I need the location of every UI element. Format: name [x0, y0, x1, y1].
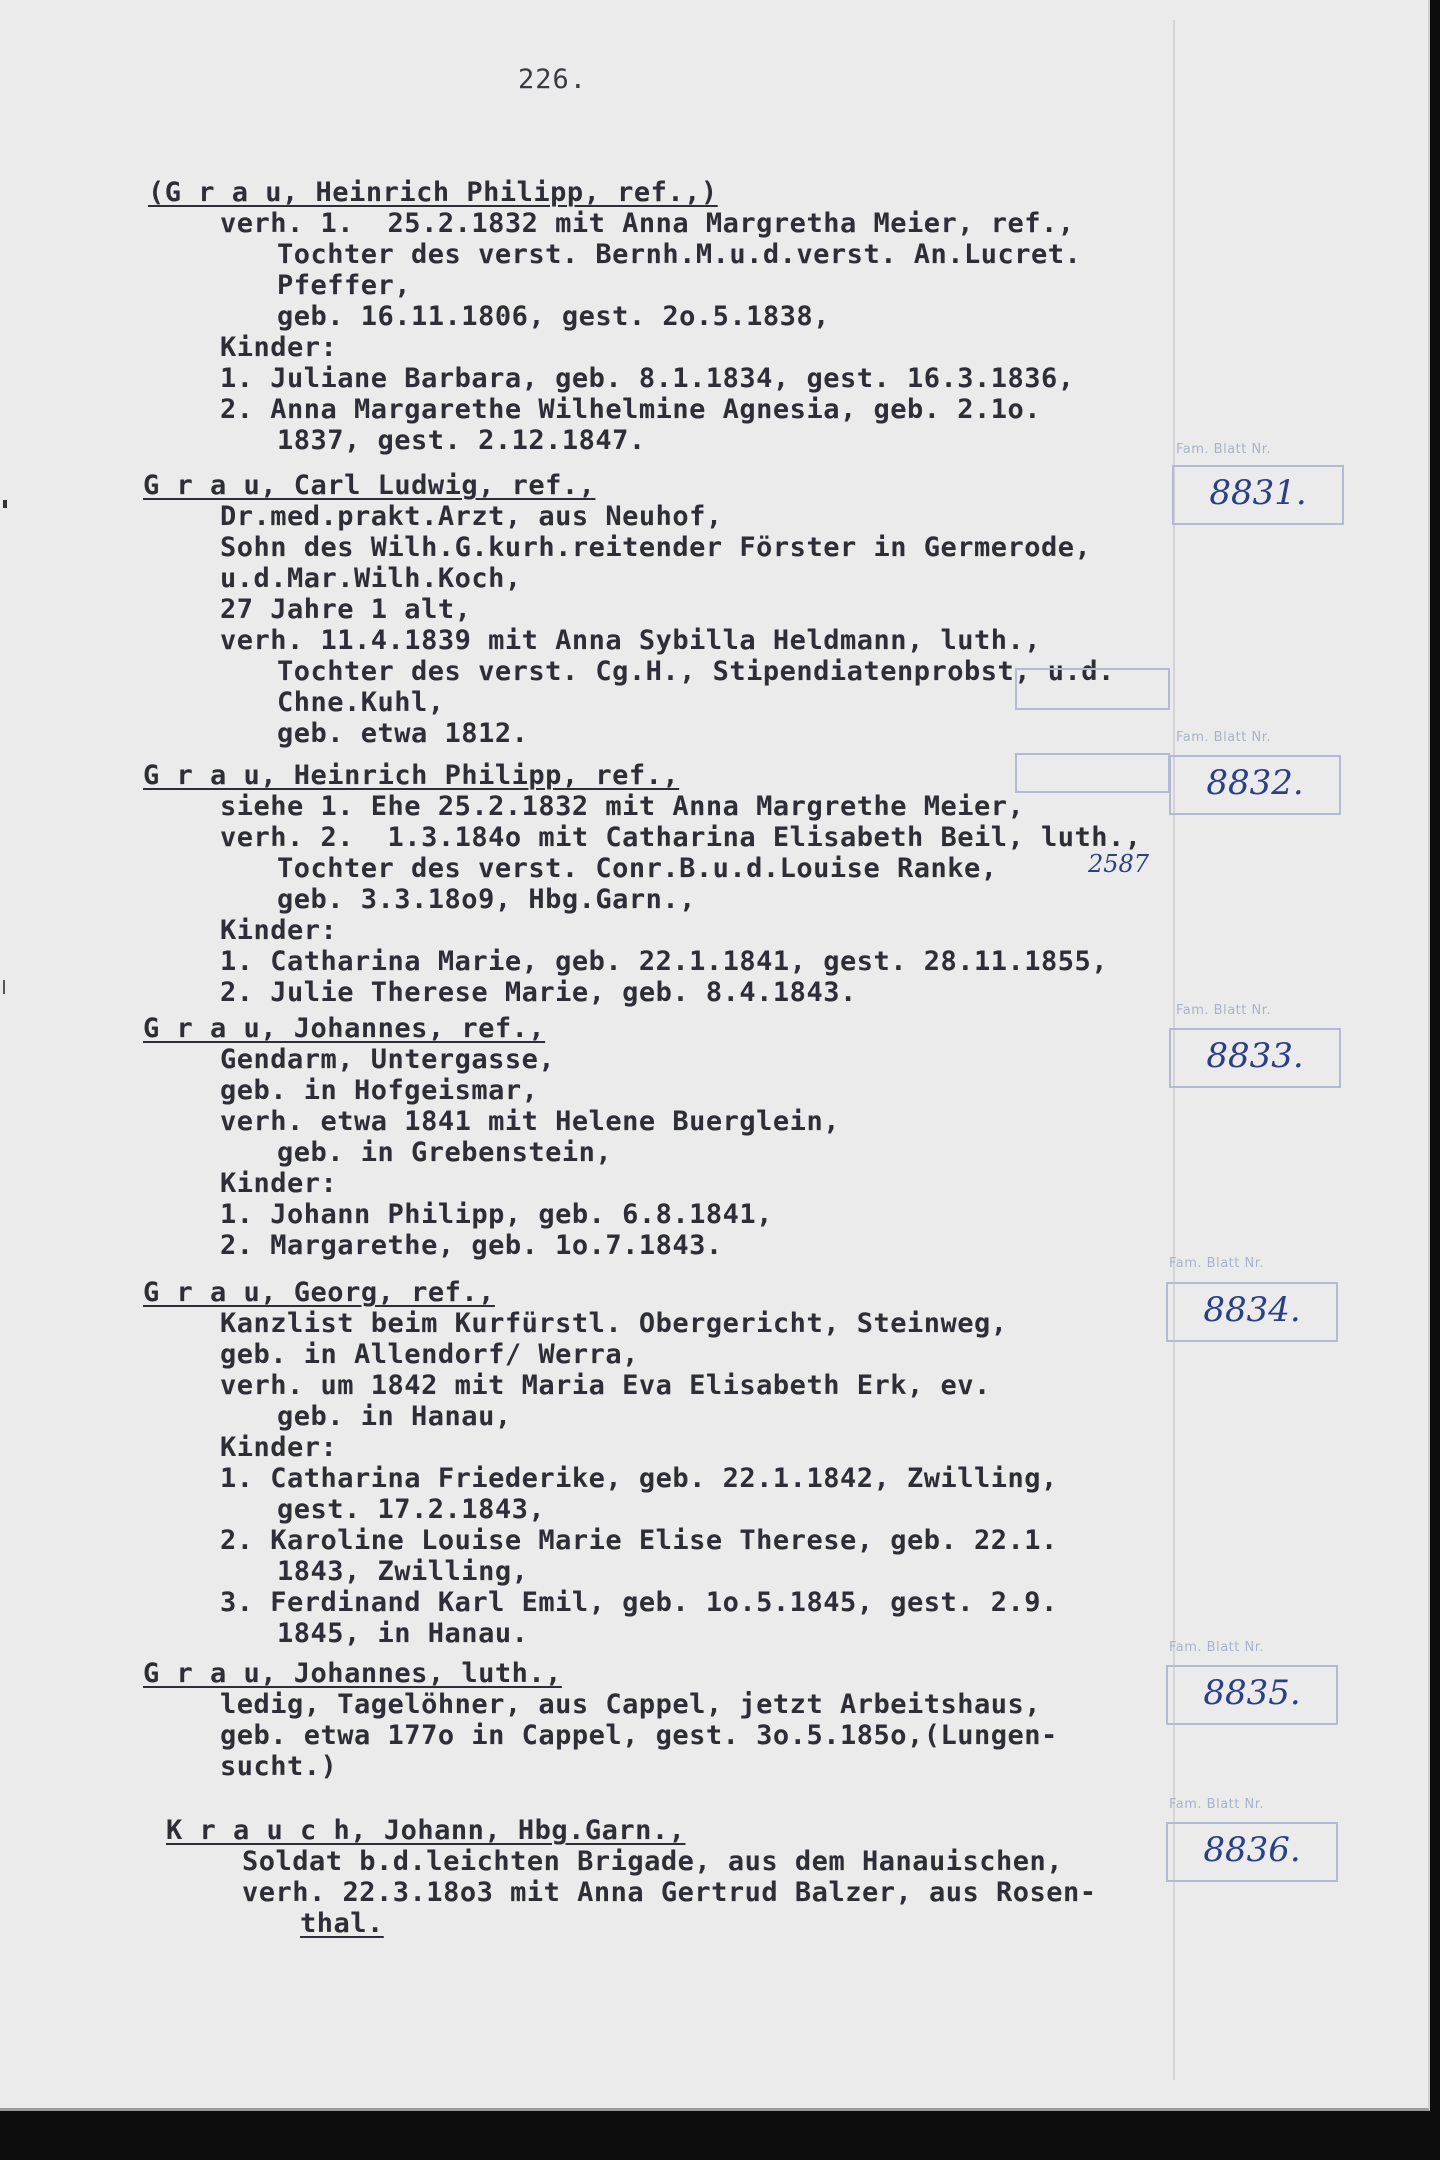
family-sheet-number: 8834. [1203, 1290, 1301, 1330]
stamp-box-outline [1015, 753, 1170, 793]
entry-line: Tochter des verst. Cg.H., Stipendiatenprobst, u.d. [277, 656, 1115, 687]
family-sheet-label: Fam. Blatt Nr. [1176, 442, 1272, 457]
family-sheet-label: Fam. Blatt Nr. [1169, 1797, 1265, 1812]
entry-line: geb. etwa 1812. [277, 718, 529, 749]
page-number: 226. [518, 64, 588, 95]
entry-line: Kinder: [220, 1168, 338, 1199]
family-sheet-label: Fam. Blatt Nr. [1169, 1256, 1265, 1271]
entry-line: Kinder: [220, 915, 338, 946]
entry-line: 27 Jahre 1 alt, [220, 594, 472, 625]
entry-line: verh. um 1842 mit Maria Eva Elisabeth Erk, ev. [220, 1370, 991, 1401]
family-sheet-label: Fam. Blatt Nr. [1169, 1640, 1265, 1655]
family-sheet-number: 8833. [1206, 1036, 1304, 1076]
family-sheet-number-box [1166, 1822, 1338, 1882]
entry-line: 1. Catharina Friederike, geb. 22.1.1842, Zwilling, [220, 1463, 1058, 1494]
entry-line: 1845, in Hanau. [277, 1618, 529, 1649]
entry-heading: (G r a u, Heinrich Philipp, ref.,) [148, 177, 718, 208]
entry-line: Gendarm, Untergasse, [220, 1044, 556, 1075]
entry-line: Dr.med.prakt.Arzt, aus Neuhof, [220, 501, 723, 532]
entry-line: gest. 17.2.1843, [277, 1494, 546, 1525]
entry-line: Kinder: [220, 332, 338, 363]
entry-line: 2. Karoline Louise Marie Elise Therese, geb. 22.1. [220, 1525, 1058, 1556]
entry-line: 1837, gest. 2.12.1847. [277, 425, 646, 456]
family-sheet-number: 8835. [1203, 1673, 1301, 1713]
entry-line: Kinder: [220, 1432, 338, 1463]
family-sheet-label: Fam. Blatt Nr. [1176, 730, 1272, 745]
binding-mark [3, 500, 7, 508]
entry-line: verh. 2. 1.3.184o mit Catharina Elisabeth Beil, luth., [220, 822, 1142, 853]
stamp-box-outline [1015, 668, 1170, 710]
entry-heading: G r a u, Heinrich Philipp, ref., [143, 760, 680, 791]
entry-line: sucht.) [220, 1751, 338, 1782]
entry-line: geb. 3.3.18o9, Hbg.Garn., [277, 884, 696, 915]
entry-line: 1. Johann Philipp, geb. 6.8.1841, [220, 1199, 773, 1230]
entry-line: 2. Anna Margarethe Wilhelmine Agnesia, geb. 2.1o. [220, 394, 1042, 425]
entry-line: ledig, Tagelöhner, aus Cappel, jetzt Arbeitshaus, [220, 1689, 1042, 1720]
entry-line: geb. in Hofgeismar, [220, 1075, 539, 1106]
family-sheet-number: 8831. [1209, 473, 1307, 513]
entry-line: Tochter des verst. Bernh.M.u.d.verst. An.Lucret. [277, 239, 1082, 270]
entry-line: 1843, Zwilling, [277, 1556, 529, 1587]
handwritten-note: 2587 [1088, 850, 1150, 878]
entry-line: u.d.Mar.Wilh.Koch, [220, 563, 522, 594]
family-sheet-number-box [1169, 755, 1341, 815]
entry-line: Soldat b.d.leichten Brigade, aus dem Hanauischen, [242, 1846, 1064, 1877]
entry-line: geb. etwa 177o in Cappel, gest. 3o.5.185o,(Lungen- [220, 1720, 1058, 1751]
entry-line: Chne.Kuhl, [277, 687, 445, 718]
binding-mark [3, 980, 5, 994]
entry-line: Kanzlist beim Kurfürstl. Obergericht, Steinweg, [220, 1308, 1008, 1339]
family-sheet-number-box [1172, 465, 1344, 525]
entry-heading: K r a u c h, Johann, Hbg.Garn., [166, 1815, 686, 1846]
entry-line: geb. in Grebenstein, [277, 1137, 613, 1168]
family-sheet-number: 8832. [1206, 763, 1304, 803]
entry-line: geb. in Hanau, [277, 1401, 512, 1432]
family-sheet-number-box [1166, 1282, 1338, 1342]
entry-heading: G r a u, Johannes, ref., [143, 1013, 546, 1044]
entry-line: thal. [300, 1908, 384, 1939]
entry-heading: G r a u, Johannes, luth., [143, 1658, 562, 1689]
entry-heading: G r a u, Carl Ludwig, ref., [143, 470, 596, 501]
entry-line: verh. 22.3.18o3 mit Anna Gertrud Balzer, aus Rosen- [242, 1877, 1097, 1908]
entry-line: 1. Catharina Marie, geb. 22.1.1841, gest. 28.11.1855, [220, 946, 1109, 977]
family-sheet-number-box [1169, 1028, 1341, 1088]
entry-heading: G r a u, Georg, ref., [143, 1277, 495, 1308]
family-sheet-number: 8836. [1203, 1830, 1301, 1870]
family-sheet-number-box [1166, 1665, 1338, 1725]
entry-line: Tochter des verst. Conr.B.u.d.Louise Ranke, [277, 853, 998, 884]
family-sheet-label: Fam. Blatt Nr. [1176, 1003, 1272, 1018]
entry-line: geb. 16.11.1806, gest. 2o.5.1838, [277, 301, 830, 332]
entry-line: verh. etwa 1841 mit Helene Buerglein, [220, 1106, 840, 1137]
entry-line: 3. Ferdinand Karl Emil, geb. 1o.5.1845, gest. 2.9. [220, 1587, 1058, 1618]
entry-line: 2. Julie Therese Marie, geb. 8.4.1843. [220, 977, 857, 1008]
entry-line: 2. Margarethe, geb. 1o.7.1843. [220, 1230, 723, 1261]
entry-line: 1. Juliane Barbara, geb. 8.1.1834, gest. 16.3.1836, [220, 363, 1075, 394]
entry-line: verh. 1. 25.2.1832 mit Anna Margretha Meier, ref., [220, 208, 1075, 239]
entry-line: siehe 1. Ehe 25.2.1832 mit Anna Margrethe Meier, [220, 791, 1025, 822]
entry-line: Pfeffer, [277, 270, 412, 301]
entry-line: verh. 11.4.1839 mit Anna Sybilla Heldmann, luth., [220, 625, 1042, 656]
entry-line: Sohn des Wilh.G.kurh.reitender Förster in Germerode, [220, 532, 1092, 563]
entry-line: geb. in Allendorf/ Werra, [220, 1339, 639, 1370]
